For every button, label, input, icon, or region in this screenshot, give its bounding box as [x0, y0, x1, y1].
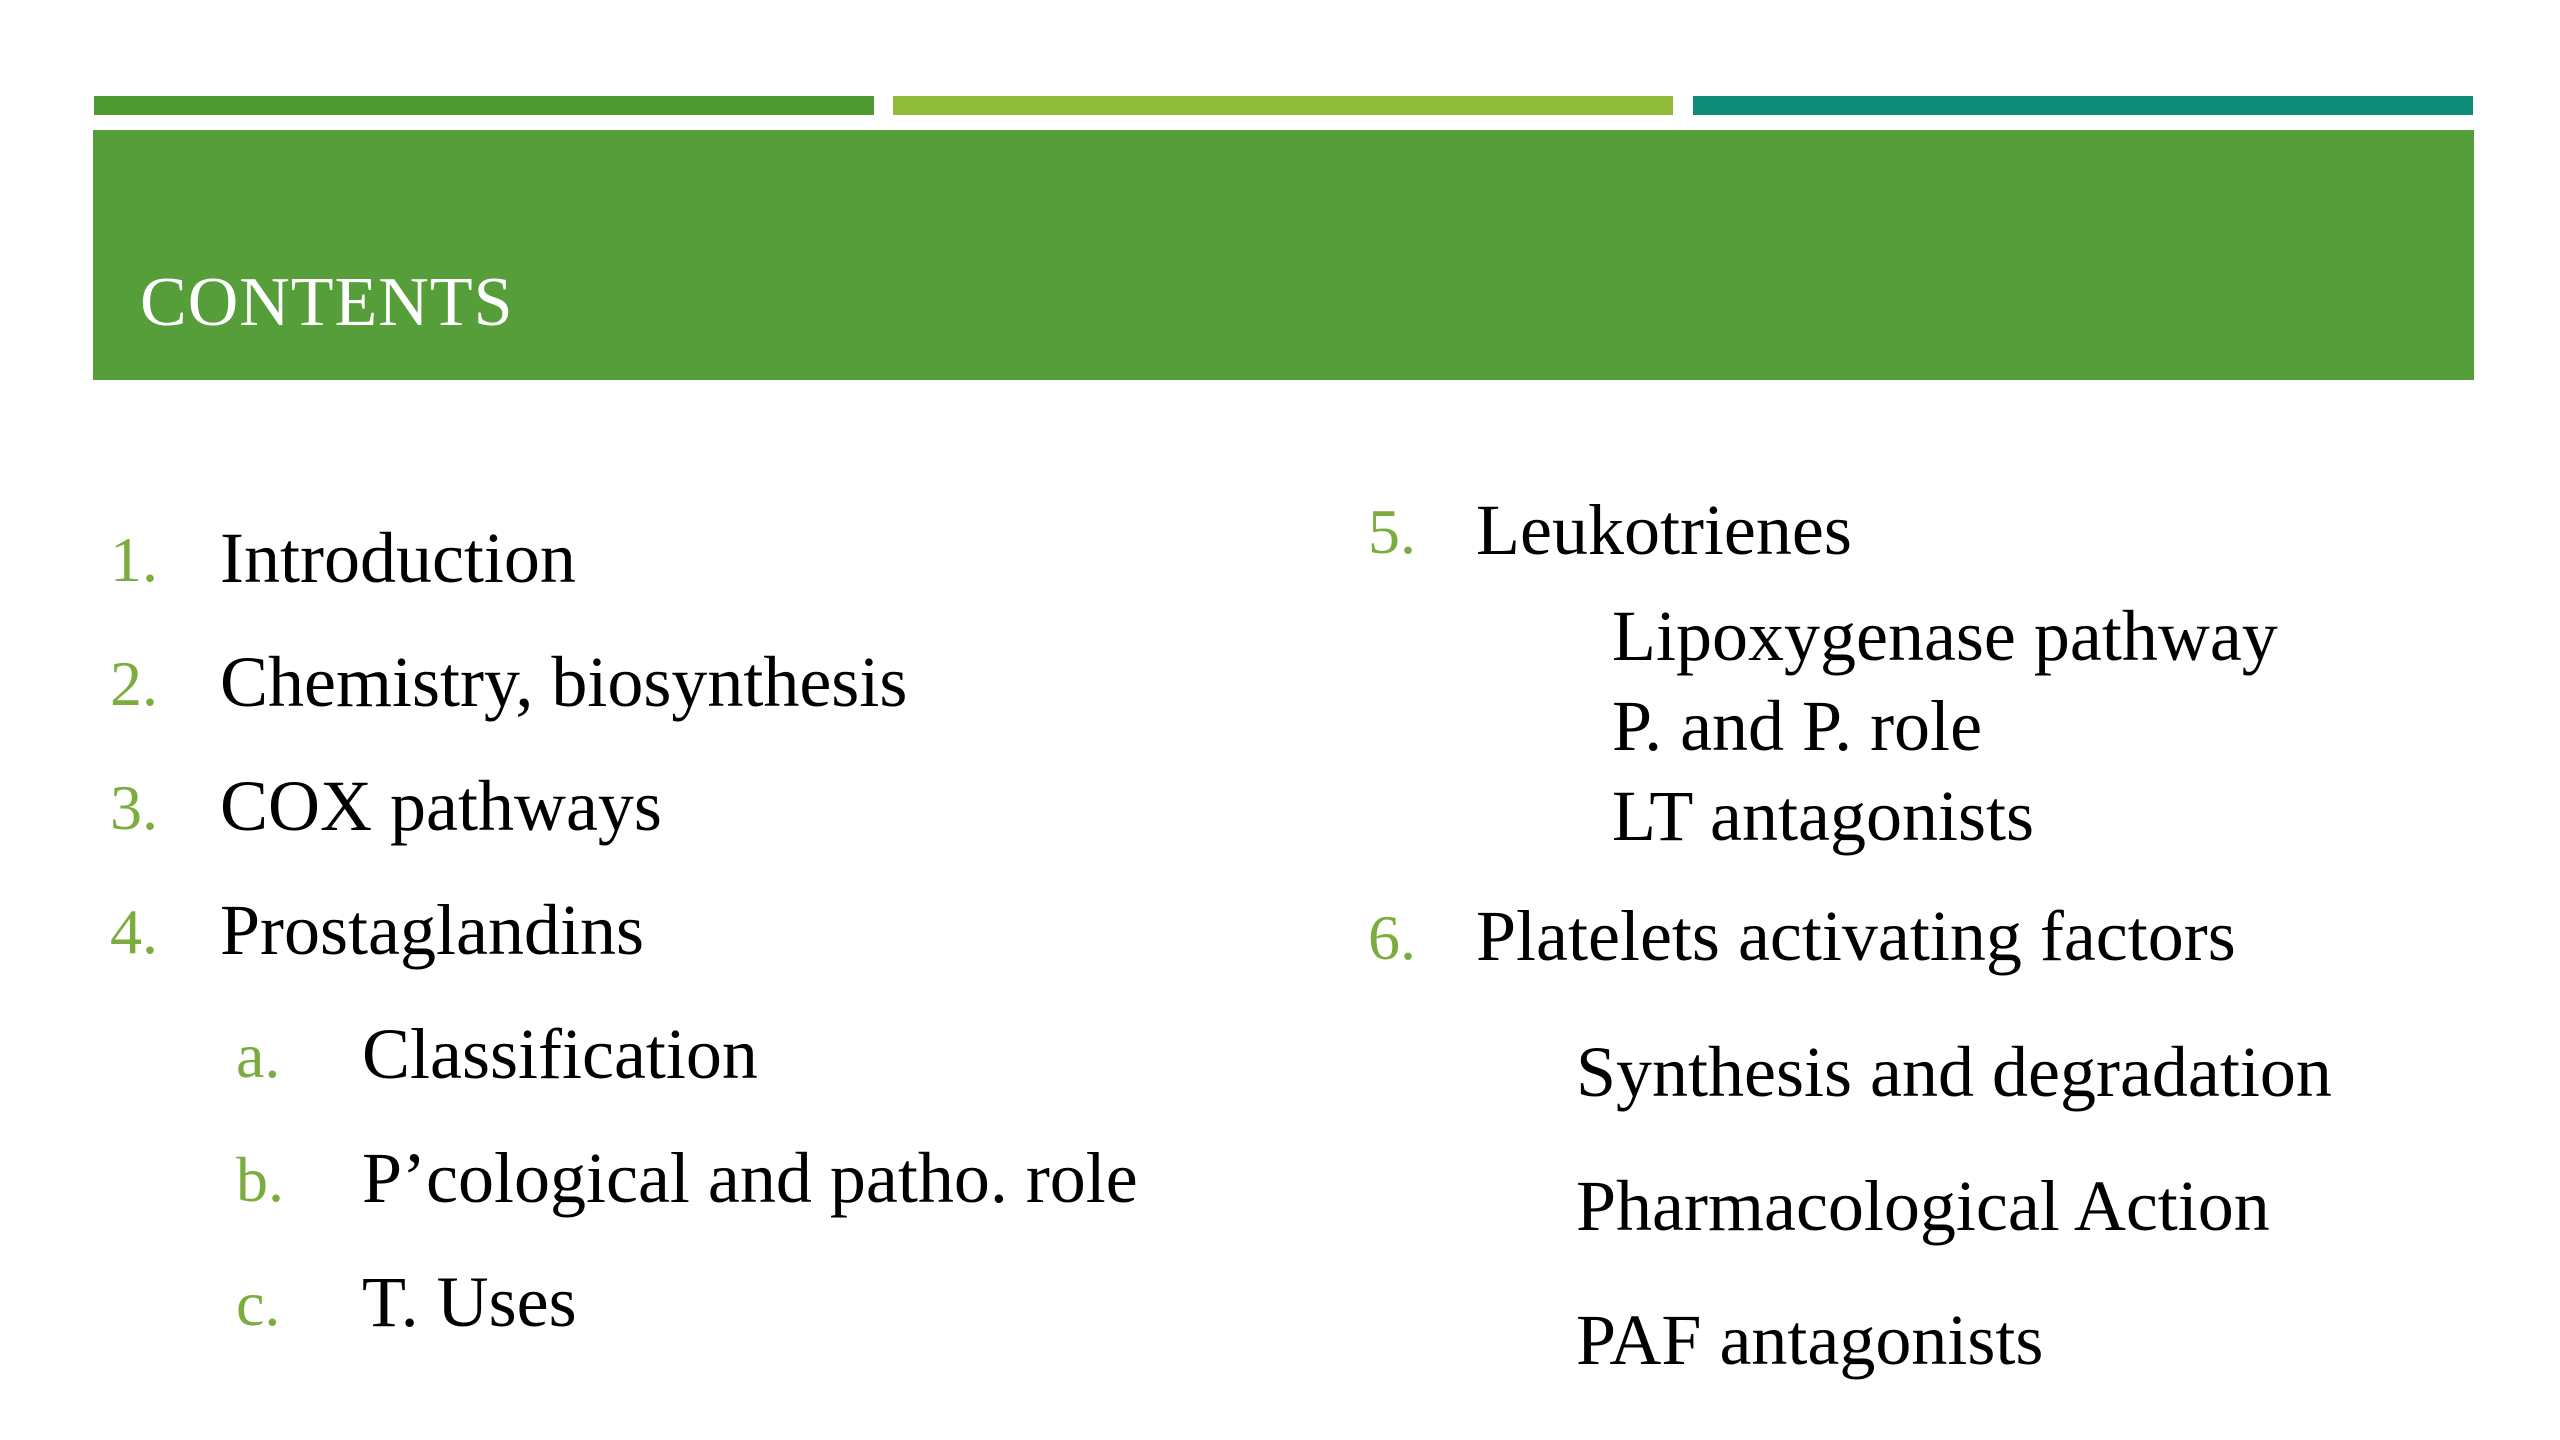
list-number: 3.	[110, 772, 158, 843]
sub-list-letter: c.	[236, 1268, 281, 1339]
sub-list-label: PAF antagonists	[1576, 1300, 2044, 1380]
accent-stripe-lime	[893, 96, 1673, 115]
sub-list-label: Synthesis and degradation	[1576, 1032, 2332, 1112]
sub-list-letter: b.	[236, 1144, 284, 1215]
accent-stripe-green	[94, 96, 874, 115]
sub-list-label: Classification	[362, 1014, 758, 1094]
list-number: 6.	[1368, 902, 1416, 973]
sub-list-label: Pharmacological Action	[1576, 1166, 2270, 1246]
sub-list-label: LT antagonists	[1612, 776, 2035, 856]
sub-list-label: P. and P. role	[1612, 686, 1983, 766]
sub-list-label: T. Uses	[362, 1262, 577, 1342]
list-label: Introduction	[220, 518, 576, 598]
list-number: 1.	[110, 524, 158, 595]
slide-title: CONTENTS	[140, 264, 514, 341]
list-number: 2.	[110, 648, 158, 719]
list-label: Prostaglandins	[220, 890, 644, 970]
list-label: COX pathways	[220, 766, 662, 846]
list-label: Platelets activating factors	[1476, 896, 2236, 976]
sub-list-label: P’cological and patho. role	[362, 1138, 1138, 1218]
list-label: Chemistry, biosynthesis	[220, 642, 908, 722]
list-number: 5.	[1368, 496, 1416, 567]
list-number: 4.	[110, 896, 158, 967]
title-bar	[93, 130, 2474, 380]
sub-list-letter: a.	[236, 1020, 281, 1091]
sub-list-label: Lipoxygenase pathway	[1612, 596, 2278, 676]
accent-stripe-teal	[1693, 96, 2473, 115]
list-label: Leukotrienes	[1476, 490, 1852, 570]
